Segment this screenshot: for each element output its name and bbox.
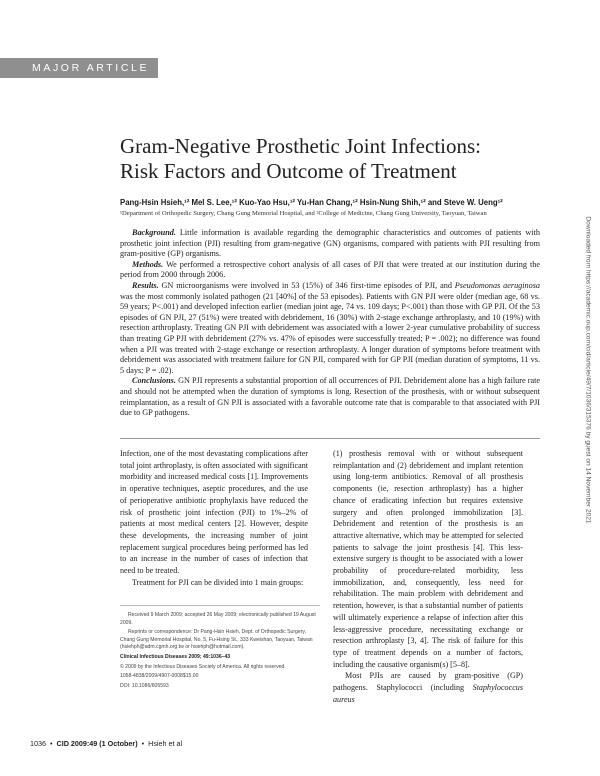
footer-authors: Hsieh et al (148, 739, 183, 748)
author-affiliation: ¹Department of Orthopedic Surgery, Chang Gung Memorial Hospital, and ²College of Medicine, Chang Gung University, Taoyuan, Taiwan (120, 210, 487, 217)
author-list: Pang-Hsin Hsieh,¹² Mel S. Lee,¹² Kuo-Yao Hsu,¹² Yu-Han Chang,¹² Hsin-Nung Shih,¹² and Steve W. Ueng¹² (120, 198, 503, 207)
article-title (120, 134, 520, 184)
abstract-background-text: Little information is available regarding the demographic characteristics and outcomes of patients with prosthetic joint infection (PJI) resulting from gram-negative (GN) organisms, compared with patients with PJI resulting from gram-positive (GP) organisms. (120, 228, 540, 259)
abstract (120, 228, 540, 419)
doi-note: DOI: 10.1086/605593 (120, 682, 169, 689)
download-watermark-text: Downloaded from https://academic.oup.com/cid/article/49/7/1036/315376 by guest on 14 November 2021 (584, 216, 592, 524)
abstract-divider (120, 438, 540, 439)
footer-journal: CID 2009:49 (1 October) (56, 739, 138, 748)
abstract-results (120, 281, 540, 376)
body-paragraph: (1) prosthesis removal with or without subsequent reimplantation and (2) debridement and implant retention using long-term antibiotics. Removal of all prosthesis components (ie, resection arthroplasty) has a higher chance of eradicating infection but requires extensive surgery and often prolonged immobilization [3]. Debridement and retention of the prosthesis is an attractive alternative, which may be attempted for selected patients to salvage the joint prosthesis [4]. This less-extensive surgery is thought to be associated with a lower probability of procedure-related morbidity, less immobilization, and, consequently, less need for rehabilitation. The main problem with debridement and retention, however, is that a substantial number of patients will ultimately experience a relapse of infection after this less-aggressive procedure, necessitating exchange or resection arthroplasty [3, 4]. The risk of failure for this type of treatment depends on a number of factors, including the causative organism(s) [5–8]. (333, 449, 523, 669)
abstract-conclusions (120, 376, 540, 418)
title-line-1: Gram-Negative Prosthetic Joint Infections: (120, 134, 481, 158)
abstract-methods-text: We performed a retrospective cohort analysis of all cases of PJI that were treated at our institution during the period from 2000 through 2006. (120, 259, 540, 280)
copyright-note: © 2009 by the Infectious Diseases Society of America. All rights reserved. (120, 663, 286, 670)
article-type-banner: MAJOR ARTICLE (0, 58, 158, 78)
article-notes (120, 605, 320, 692)
body-organism: Staphylococcus aureus (333, 683, 523, 704)
title-line-2: Risk Factors and Outcome of Treatment (120, 159, 457, 183)
body-paragraph (333, 670, 523, 705)
abstract-results-heading: Results. (132, 280, 159, 290)
reprints-note: Reprints or correspondence: Dr Pang-Hsin Hsieh, Dept. of Orthopedic Surgery, Chang Gung Memorial Hospital, No. 5, Fu-Hsing St., 333 Kweishan, Taoyuan, Taiwan (hsiehph@adm.cgmh.org.tw or hsiehph@hotmail.com). (120, 629, 313, 651)
abstract-results-text-b: was the most commonly isolated pathogen (21 [40%] of the 53 episodes). Patients with GN PJI were older (median age, 68 vs. 59 years; P<.001) and developed infection earlier (median joint age, 74 vs. 109 days; P<.001) than those with GP PJI. Of the 53 episodes of GN PJI, 27 (51%) were treated with debridement, 16 (30%) with 2-stage exchange arthroplasty, and 10 (19%) with resection arthroplasty. Treating GN PJI with debridement was associated with a lower 2-year cumulative probability of success than treating GP PJI with debridement (27% vs. 47% of episodes were successfully treated; P = .002); no difference was found when a PJI was treated with 2-stage exchange or resection arthroplasty. A longer duration of symptoms before treatment with debridement was associated with treatment failure for GN PJI, compared with for GP PJI (median duration of symptoms, 11 vs. 5 days; P = .02). (120, 291, 540, 375)
abstract-methods (120, 260, 540, 281)
abstract-conclusions-heading: Conclusions. (132, 376, 176, 386)
body-column-left (120, 448, 308, 588)
abstract-background (120, 228, 540, 260)
abstract-methods-heading: Methods. (132, 259, 164, 269)
abstract-background-heading: Background. (132, 228, 176, 237)
issn-note: 1058-4838/2009/4907-0008$15.00 (120, 673, 199, 680)
body-column-right (333, 448, 523, 705)
abstract-results-text-a: GN microorganisms were involved in 53 (15%) of 346 first-time episodes of PJI, and (161, 280, 455, 290)
abstract-results-organism: Pseudomonas aeruginosa (454, 280, 541, 290)
body-paragraph-text: Most PJIs are caused by gram-positive (GP) pathogens. Staphylococci (including (333, 671, 523, 693)
page-number: 1036 (30, 739, 46, 748)
abstract-conclusions-text: GN PJI represents a substantial proportion of all occurrences of PJI. Debridement alone has a high failure rate and should not be attempted when the duration of symptoms is long. Resection of the prosthesis, with or without subsequent reimplantation, as a result of GN PJI is associated with a favorable outcome rate that is comparable to that associated with PJI due to GP pathogens. (120, 376, 540, 418)
page-footer: 1036 • CID 2009:49 (1 October) • Hsieh et al (30, 739, 183, 748)
journal-citation: Clinical Infectious Diseases 2009; 49:1036–43 (120, 653, 231, 660)
received-note: Received 9 March 2009; accepted 26 May 2009; electronically published 19 August 2009. (120, 612, 316, 626)
body-paragraph: Treatment for PJI can be divided into 1 main groups: (132, 577, 304, 587)
body-paragraph: Infection, one of the most devastating complications after total joint arthroplasty, is often associated with significant morbidity and increased medical costs [1]. Improvements in operative techniques, aseptic procedures, and the use of perioperative antibiotic prophylaxis have reduced the risk of prosthetic joint infection (PJI) to 1%–2% of patients at most medical centers [2]. However, despite these developments, the increasing number of joint replacement surgical procedures being performed has led to an increase in the number of cases of infection that need to be treated. (120, 449, 308, 576)
